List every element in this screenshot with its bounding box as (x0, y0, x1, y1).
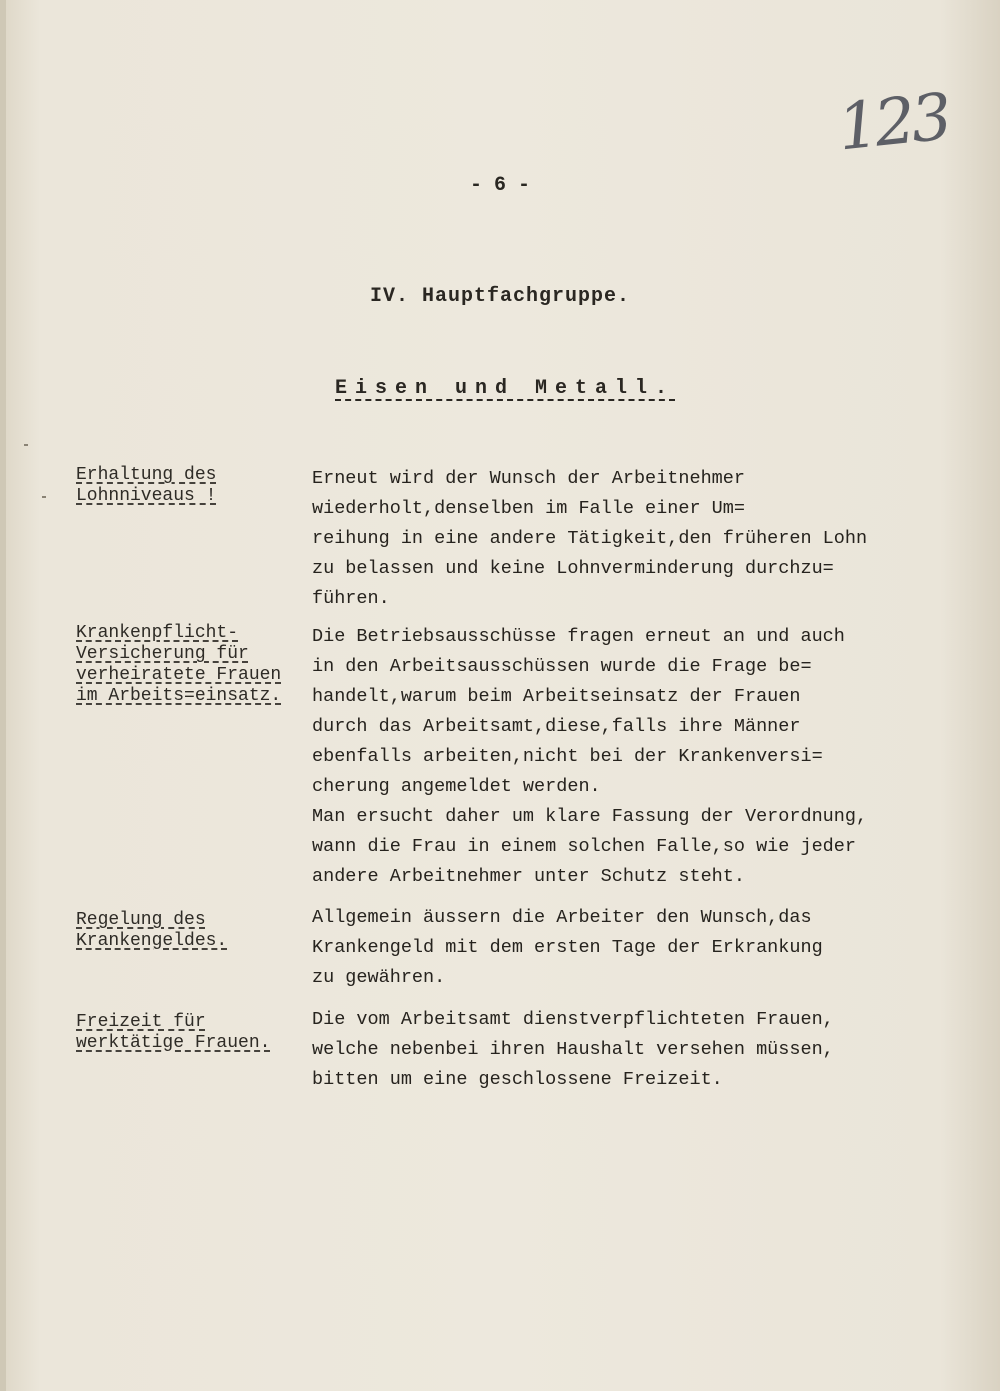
margin-label-krankenpflicht (76, 623, 306, 707)
paragraph-krankenpflicht: Die Betriebsausschüsse fragen erneut an und auch in den Arbeitsausschüssen wurde die Frage be= handelt,warum beim Arbeitseinsatz der Frauen durch das Arbeitsamt,diese,falls ihre Männer ebenfalls arbeiten,nicht bei der Krankenversi= cherung angemeldet werden. Man ersucht daher um klare Fassung der Verordnung, wann die Frau in einem solchen Falle,so wie jeder andere Arbeitnehmer unter Schutz steht. (312, 626, 868, 887)
paper-speck (42, 496, 46, 498)
page-edge (0, 0, 6, 1391)
paragraph-lohnniveau: Erneut wird der Wunsch der Arbeitnehmer wiederholt,denselben im Falle einer Um= reihung in eine andere Tätigkeit,den früheren Lohn zu belassen und keine Lohnverminderung durchzu= führen. (312, 468, 868, 609)
margin-label-text: Freizeit für werktätige Frauen. (76, 1012, 271, 1053)
handwritten-page-annotation: 123 (834, 80, 952, 166)
margin-label-text: Krankenpflicht-Versicherung für verheiratete Frauen im Arbeits=einsatz. (76, 623, 282, 706)
margin-label-text: Regelung des Krankengeldes. (76, 910, 228, 951)
margin-label-lohnniveau (76, 465, 306, 507)
paragraph-krankengeld: Allgemein äussern die Arbeiter den Wunsch,das Krankengeld mit dem ersten Tage der Erkrankung zu gewähren. (312, 907, 823, 988)
paragraph-freizeit: Die vom Arbeitsamt dienstverpflichteten Frauen, welche nebenbei ihren Haushalt versehen müssen, bitten um eine geschlossene Freizeit. (312, 1009, 834, 1090)
section-heading: IV. Hauptfachgruppe. (369, 285, 631, 308)
paper-speck (24, 444, 28, 446)
margin-label-freizeit (76, 1012, 306, 1054)
section-subheading: Eisen und Metall. (335, 377, 676, 400)
margin-label-krankengeld (76, 910, 306, 952)
page-number: - 6 - (469, 174, 530, 197)
margin-label-text: Erhaltung des Lohnniveaus ! (76, 465, 217, 506)
